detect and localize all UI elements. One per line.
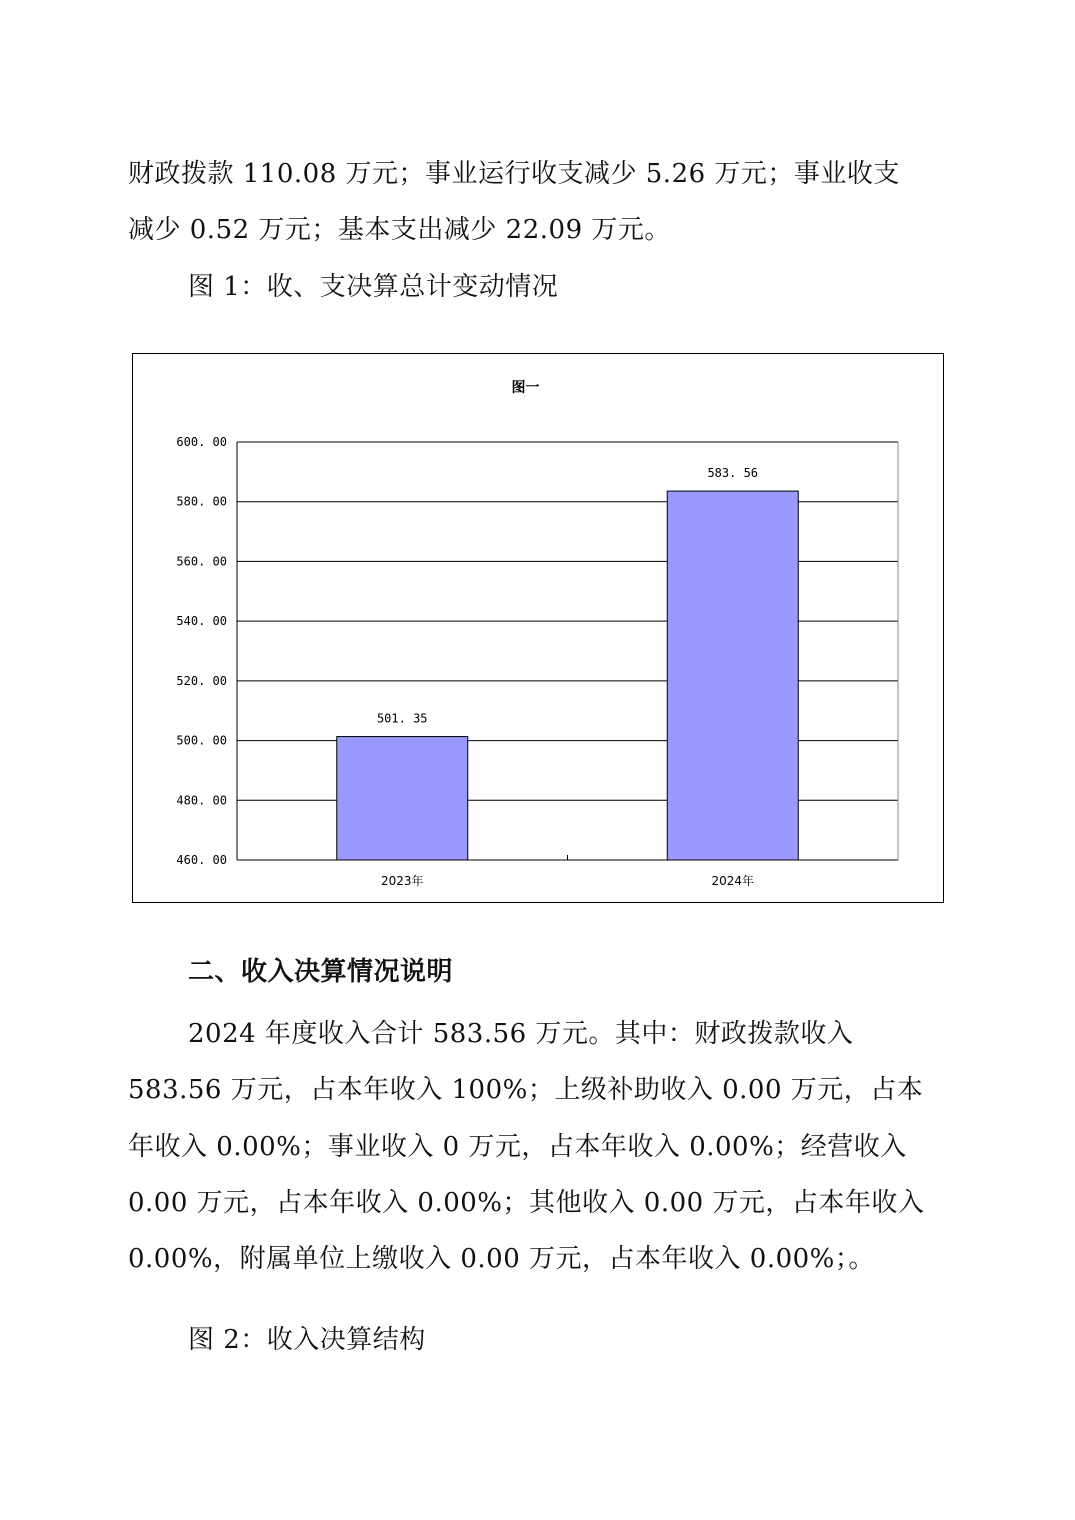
x-tick-label: 2023年 xyxy=(380,874,424,888)
chart-figure-1 xyxy=(132,353,944,903)
chart-title: 图一 xyxy=(511,380,540,396)
y-tick-label: 480. 00 xyxy=(176,793,227,808)
figure2-caption: 图 2：收入决算结构 xyxy=(188,1325,426,1355)
y-tick-label: 540. 00 xyxy=(176,614,227,629)
data-label: 501. 35 xyxy=(376,711,428,726)
y-tick-label: 580. 00 xyxy=(176,494,227,509)
data-label: 583. 56 xyxy=(707,466,759,481)
y-tick-label: 520. 00 xyxy=(176,673,227,688)
body-line-1: 财政拨款 110.08 万元；事业运行收支减少 5.26 万元；事业收支 xyxy=(128,159,900,189)
section-line-3: 年收入 0.00%；事业收入 0 万元，占本年收入 0.00%；经营收入 xyxy=(128,1132,907,1162)
y-tick-label: 500. 00 xyxy=(176,733,227,748)
section-line-4: 0.00 万元，占本年收入 0.00%；其他收入 0.00 万元，占本年收入 xyxy=(128,1188,925,1218)
x-tick-label: 2024年 xyxy=(711,874,755,888)
y-tick-label: 460. 00 xyxy=(176,853,227,867)
y-tick-label: 560. 00 xyxy=(176,554,227,569)
section-heading: 二、收入决算情况说明 xyxy=(188,957,454,987)
body-line-2: 减少 0.52 万元；基本支出减少 22.09 万元。 xyxy=(128,215,671,245)
y-tick-label: 600. 00 xyxy=(176,435,227,449)
section-line-2: 583.56 万元，占本年收入 100%；上级补助收入 0.00 万元，占本 xyxy=(128,1075,924,1105)
section-line-1: 2024 年度收入合计 583.56 万元。其中：财政拨款收入 xyxy=(188,1019,854,1049)
section-line-5: 0.00%，附属单位上缴收入 0.00 万元，占本年收入 0.00%；。 xyxy=(128,1244,875,1274)
bar xyxy=(337,737,468,860)
bar xyxy=(667,491,798,860)
bar-chart xyxy=(133,354,943,902)
figure1-caption: 图 1：收、支决算总计变动情况 xyxy=(188,272,559,302)
